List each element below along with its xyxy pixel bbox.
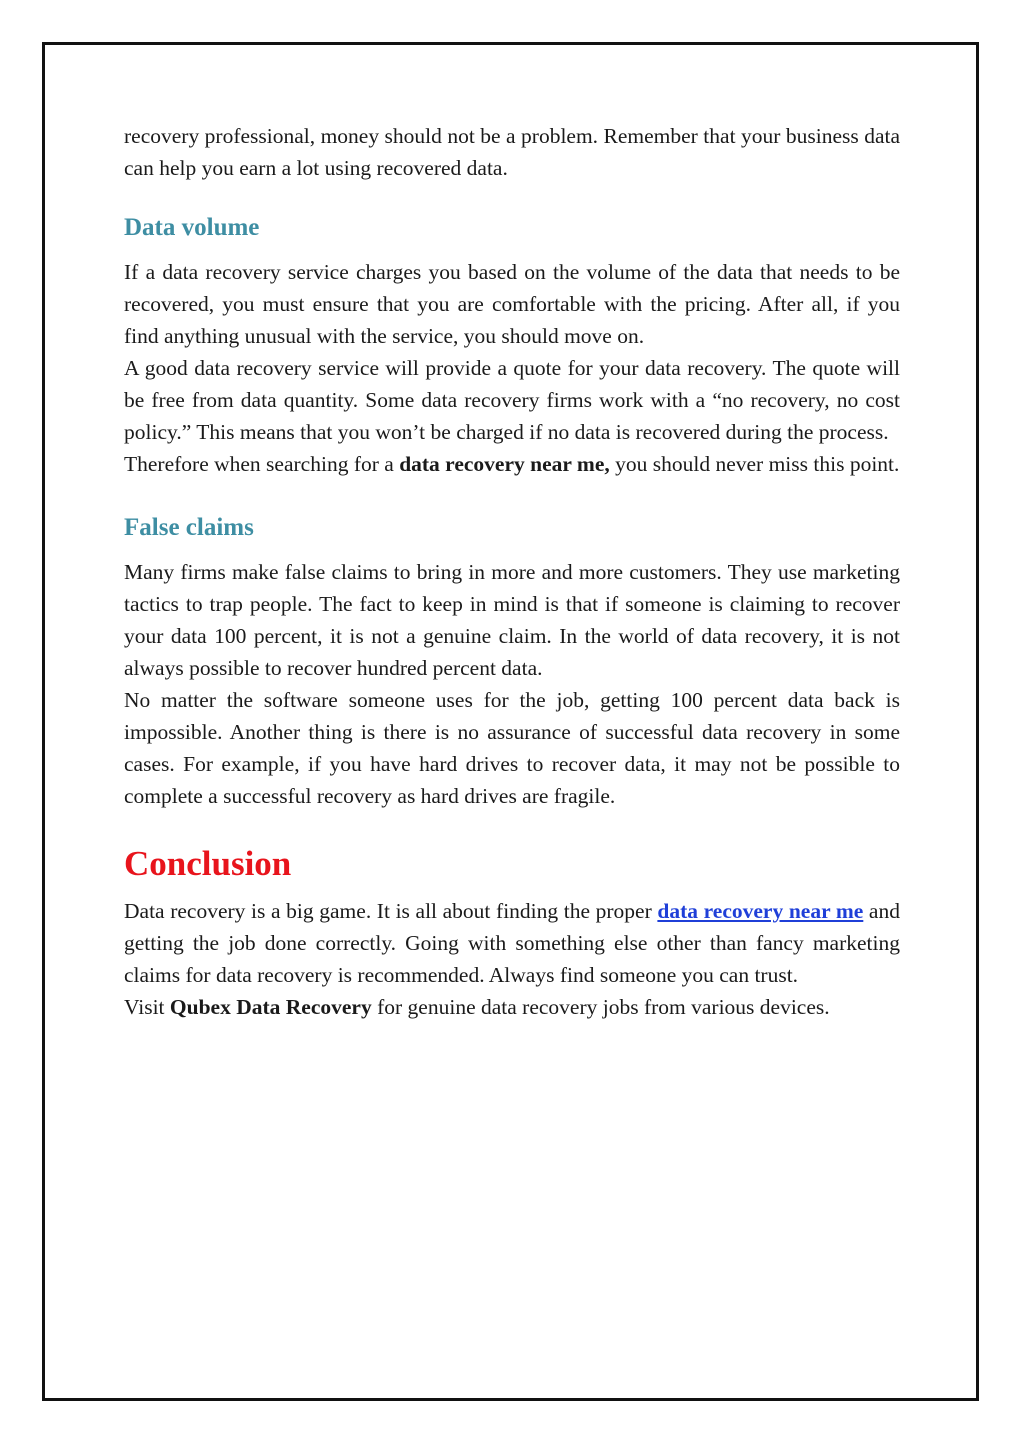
data-volume-p3-text-after: you should never miss this point. [609,452,900,476]
data-volume-paragraph-1: If a data recovery service charges you based on the volume of the data that needs to be recovered, you must ensure that you are comfortable with the pricing. After all, if you find anything unusual with the service, you should move on. [124,260,900,348]
conclusion-p2-text-after: for genuine data recovery jobs from various devices. [371,995,830,1019]
qubex-brand-name: Qubex Data Recovery [169,995,372,1019]
conclusion-p1-text-before: Data recovery is a big game. It is all about finding the proper [124,899,658,923]
data-volume-p3-bold: data recovery near me, [399,452,610,476]
conclusion-p1-text-after: and getting the job done correctly. Going with something else other than fancy marketing claims for data recovery is recommended. Always find someone you can trust. [124,899,900,987]
false-claims-heading: False claims [124,514,254,541]
data-volume-paragraph-2: A good data recovery service will provide a quote for your data recovery. The quote will be free from data quantity. Some data recovery firms work with a “no recovery, no cost policy.” This means that you won’t be charged if no data is recovered during the process. [124,356,900,444]
data-volume-p3-text-before: Therefore when searching for a [124,452,400,476]
false-claims-paragraph-2: No matter the software someone uses for the job, getting 100 percent data back is impossible. Another thing is there is no assurance of successful data recovery in some cases. For example, if you have hard drives to recover data, it may not be possible to complete a successful recovery as hard drives are fragile. [124,688,900,808]
data-recovery-near-me-link[interactable]: data recovery near me [657,899,864,923]
conclusion-paragraph-2 [124,991,900,1023]
data-volume-paragraph-3 [124,448,900,480]
false-claims-paragraph-1: Many firms make false claims to bring in more and more customers. They use marketing tactics to trap people. The fact to keep in mind is that if someone is claiming to recover your data 100 percent, it is not a genuine claim. In the world of data recovery, it is not always possible to recover hundred percent data. [124,560,900,680]
conclusion-p2-text-before: Visit [124,995,170,1019]
data-volume-heading: Data volume [124,214,260,241]
conclusion-paragraph-1 [124,895,900,991]
conclusion-heading: Conclusion [124,844,292,883]
intro-paragraph: recovery professional, money should not be a problem. Remember that your business data can help you earn a lot using recovered data. [124,124,900,180]
document-body [124,120,900,1023]
